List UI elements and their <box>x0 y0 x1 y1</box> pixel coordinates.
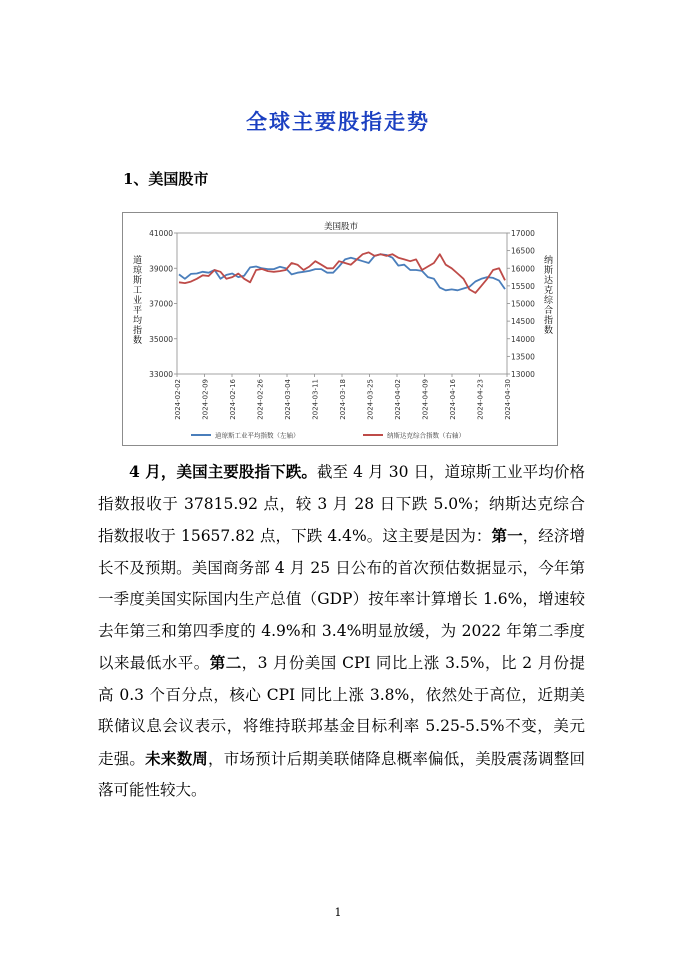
x-tick-label: 2024-04-02 <box>394 379 402 420</box>
right-tick-label: 14500 <box>511 317 535 327</box>
page-title: 全球主要股指走势 <box>246 109 430 134</box>
paragraph-text-2: ，经济增长不及预期。美国商务部 4 月 25 日公布的首次预估数据显示，今年第一季度美国实际国内生产总值（GDP）按年率计算增长 1.6%，增速较去年第三和第四季度的 4.9%和 3.4%明显放缓，为 2022 年第二季度以来最低水平。 <box>98 527 585 672</box>
paragraph-text-3: ，3 月份美国 CPI 同比上涨 3.5%，比 2 月份提高 0.3 个百分点，核心 CPI 同比上涨 3.8%，依然处于高位，近期美联储议息会议表示，将维持联邦基金目标利率 5.25-5.5%不变，美元走强。 <box>98 654 585 768</box>
chart-legend <box>191 431 465 440</box>
us-stock-chart <box>122 212 558 446</box>
left-tick-label: 41000 <box>149 229 173 238</box>
legend-label: 道琼斯工业平均指数（左轴） <box>215 431 300 440</box>
page-number: 1 <box>334 906 342 919</box>
right-tick-label: 14000 <box>511 334 535 344</box>
chart-title: 美国股市 <box>323 222 359 232</box>
right-tick-label: 15500 <box>511 281 535 291</box>
left-tick-label: 33000 <box>149 370 173 379</box>
x-tick-label: 2024-02-09 <box>201 379 210 420</box>
right-tick-label: 15000 <box>511 299 535 309</box>
left-axis-label: 道琼斯工业平均指数 <box>131 255 141 345</box>
left-tick-label: 37000 <box>149 299 173 309</box>
x-tick-label: 2024-04-30 <box>504 379 512 420</box>
right-tick-label: 13500 <box>511 352 535 362</box>
chart-svg <box>123 213 559 447</box>
chart-series <box>179 252 505 293</box>
x-tick-label: 2024-03-04 <box>284 379 292 420</box>
x-tick-label: 2024-02-16 <box>229 379 237 420</box>
right-tick-label: 16500 <box>511 246 535 256</box>
x-tick-label: 2024-02-02 <box>174 379 182 420</box>
x-tick-label: 2024-03-18 <box>339 379 347 420</box>
second-bold-text: 第二 <box>209 653 242 672</box>
right-tick-label: 16000 <box>511 264 535 274</box>
x-tick-label: 2024-04-16 <box>449 379 457 420</box>
left-tick-label: 35000 <box>149 334 173 344</box>
x-tick-label: 2024-04-23 <box>476 379 485 420</box>
right-tick-label: 17000 <box>511 229 535 238</box>
x-tick-label: 2024-02-26 <box>256 379 265 420</box>
first-bold-text: 第一 <box>491 526 523 545</box>
body-paragraph <box>98 456 585 807</box>
x-tick-label: 2024-03-25 <box>366 379 375 420</box>
legend-label: 纳斯达克综合指数（右轴） <box>387 431 465 440</box>
right-tick-label: 13000 <box>511 370 535 379</box>
series-line-nasdaq <box>179 252 505 293</box>
paragraph-text-4: ，市场预计后期美联储降息概率偏低，美股震荡调整回落可能性较大。 <box>98 749 585 799</box>
future-bold-text: 未来数周 <box>145 748 209 768</box>
x-tick-label: 2024-03-11 <box>311 379 320 420</box>
left-tick-label: 39000 <box>149 264 173 274</box>
plot-area <box>177 233 507 374</box>
paragraph-text-1: 截至 4 月 30 日，道琼斯工业平均价格指数报收于 37815.92 点，较 3 月 28 日下跌 5.0%；纳斯达克综合指数报收于 15657.82 点，下跌 4.4%。这主要是因为： <box>98 463 585 545</box>
lead-bold-text: 4 月，美国主要股指下跌。 <box>129 462 317 481</box>
chart-axes <box>149 229 535 420</box>
x-tick-label: 2024-04-09 <box>421 379 430 420</box>
right-axis-label: 纳斯达克综合指数 <box>542 255 552 335</box>
section-heading: 1、美国股市 <box>123 170 209 188</box>
